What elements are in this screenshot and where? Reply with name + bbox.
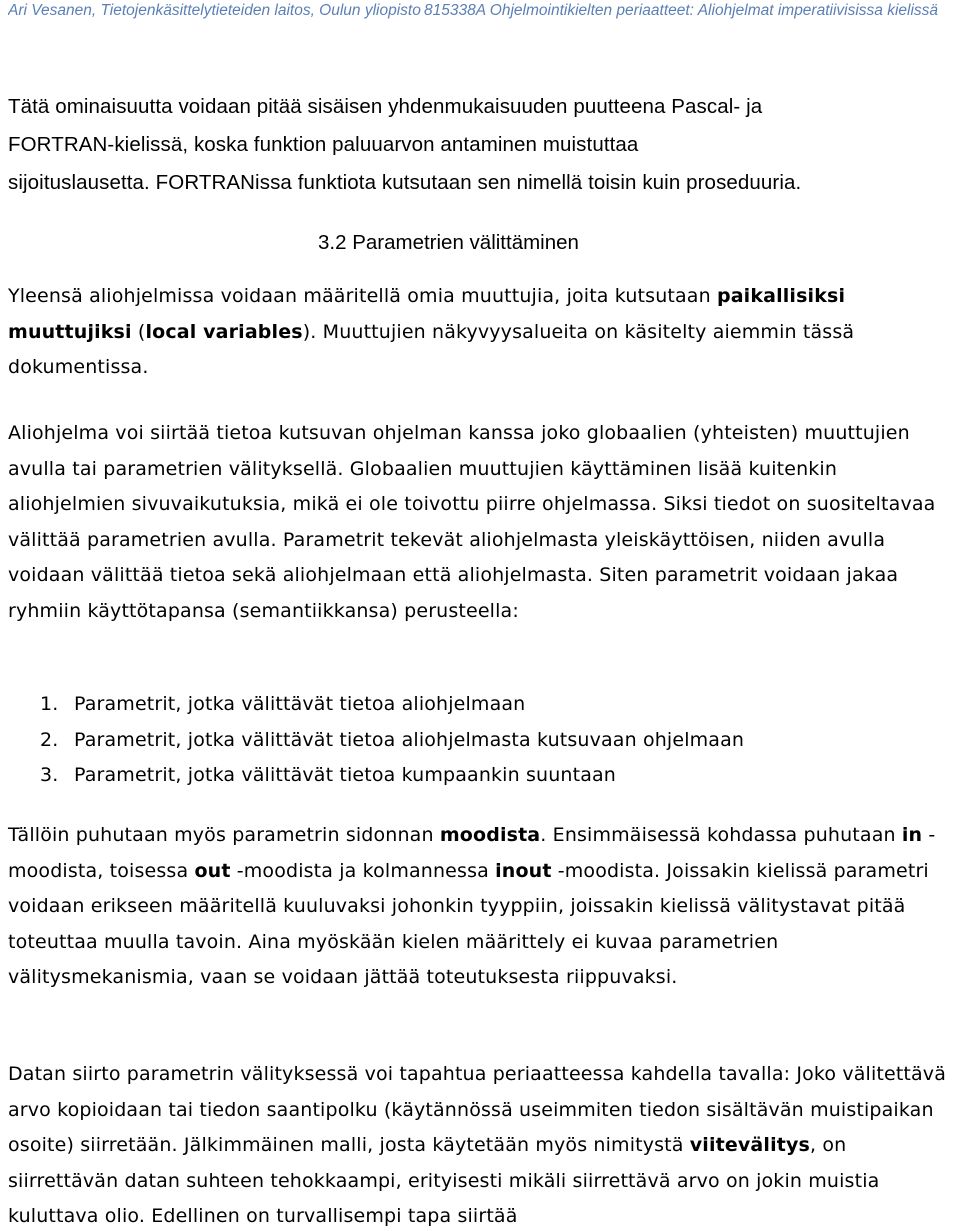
para4-text-2: , on siirrettävän datan suhteen tehokkaampi, erityisesti mikäli siirrettävä arvo on jokin muistia kuluttava olio. Edellinen on turvallisempi tapa siirtää xyxy=(8,1134,880,1228)
para3-bold-out: out xyxy=(194,859,231,882)
para3-text-3: -moodista, toisessa xyxy=(8,824,936,882)
list-item-text: Parametrit, jotka välittävät tietoa aliohjelmaan xyxy=(74,693,526,715)
intro-line-2: FORTRAN-kielissä, koska funktion paluuarvon antaminen muistuttaa xyxy=(8,133,639,156)
intro-line-1: Tätä ominaisuutta voidaan pitää sisäisen yhdenmukaisuuden puutteena Pascal- ja xyxy=(8,95,763,118)
para1-text-2: ( xyxy=(131,320,146,343)
list-item xyxy=(8,758,948,794)
list-item-text: Parametrit, jotka välittävät tietoa aliohjelmasta kutsuvaan ohjelmaan xyxy=(74,728,745,751)
intro-line-3: sijoituslausetta. FORTRANissa funktiota kutsutaan sen nimellä toisin kuin proseduuria. xyxy=(8,171,802,194)
para1-text-1: Yleensä aliohjelmissa voidaan määritellä omia muuttujia, joita kutsutaan xyxy=(8,285,717,307)
paragraph-data-transfer xyxy=(8,1057,953,1231)
para3-text-5: -moodista. Joissakin kielissä parametri voidaan erikseen määritellä kuuluvaksi johonkin tyyppiin, joissakin kielissä välitystavat pitää toteuttaa muulla tavoin. Aina myöskään kielen määrittely ei kuvaa parametrien välitysmekanismia, vaan se voidaan jättää toteutuksesta riippuvaksi. xyxy=(8,859,929,989)
list-item-number: 3. xyxy=(40,764,59,787)
list-item-number: 2. xyxy=(40,728,59,751)
running-header xyxy=(8,0,960,28)
para1-text-3: ). Muuttujien näkyvyysalueita on käsitelty aiemmin tässä dokumentissa. xyxy=(8,320,855,379)
para3-bold-inout: inout xyxy=(495,859,552,882)
list-item xyxy=(8,687,948,723)
parameter-list xyxy=(8,687,948,794)
para3-bold-in: in xyxy=(901,824,923,846)
para3-bold-moodista: moodista xyxy=(439,824,541,846)
list-item-number: 1. xyxy=(40,693,59,715)
list-item xyxy=(8,723,948,759)
header-author: Ari Vesanen, Tietojenkäsittelytieteiden laitos, Oulun yliopisto xyxy=(8,2,421,19)
header-course: 815338A Ohjelmointikielten periaatteet: Aliohjelmat imperatiivisissa kielissä xyxy=(424,2,939,19)
para4-bold-viitevalitys: viitevälitys xyxy=(689,1134,810,1157)
para3-text-2: . Ensimmäisessä kohdassa puhutaan xyxy=(540,824,902,846)
intro-paragraph xyxy=(8,88,948,202)
para3-text-4: -moodista ja kolmannessa xyxy=(230,859,496,882)
paragraph-modes xyxy=(8,818,953,996)
para1-bold-1: paikallisiksi muuttujiksi xyxy=(8,285,846,343)
list-item-text: Parametrit, jotka välittävät tietoa kumpaankin suuntaan xyxy=(74,764,616,787)
para3-text-1: Tällöin puhutaan myös parametrin sidonnan xyxy=(8,824,440,846)
para1-bold-2: local variables xyxy=(145,320,303,343)
section-heading: 3.2 Parametrien välittäminen xyxy=(318,231,579,254)
paragraph-parameters: Aliohjelma voi siirtää tietoa kutsuvan ohjelman kanssa joko globaalien (yhteisten) muuttujien avulla tai parametrien välityksellä. Globaalien muuttujien käyttäminen lisää kuitenkin aliohjelmien sivuvaikutuksia, mikä ei ole toivottu piirre ohjelmassa. Siksi tiedot on suositeltavaa välittää parametrien avulla. Parametrit tekevät aliohjelmasta yleiskäyttöisen, niiden avulla voidaan välittää tietoa sekä aliohjelmaan että aliohjelmasta. Siten parametrit voidaan jakaa ryhmiin käyttötapansa (semantiikkansa) perusteella: xyxy=(8,422,936,622)
paragraph-local-variables xyxy=(8,279,953,386)
para4-text-1: Datan siirto parametrin välityksessä voi tapahtua periaatteessa kahdella tavalla: Joko välitettävä arvo kopioidaan tai tiedon saantipolku (käytännössä useimmiten tiedon sisältävän muistipaikan osoite) siirretään. Jälkimmäinen malli, josta käytetään myös nimitystä xyxy=(8,1063,946,1157)
